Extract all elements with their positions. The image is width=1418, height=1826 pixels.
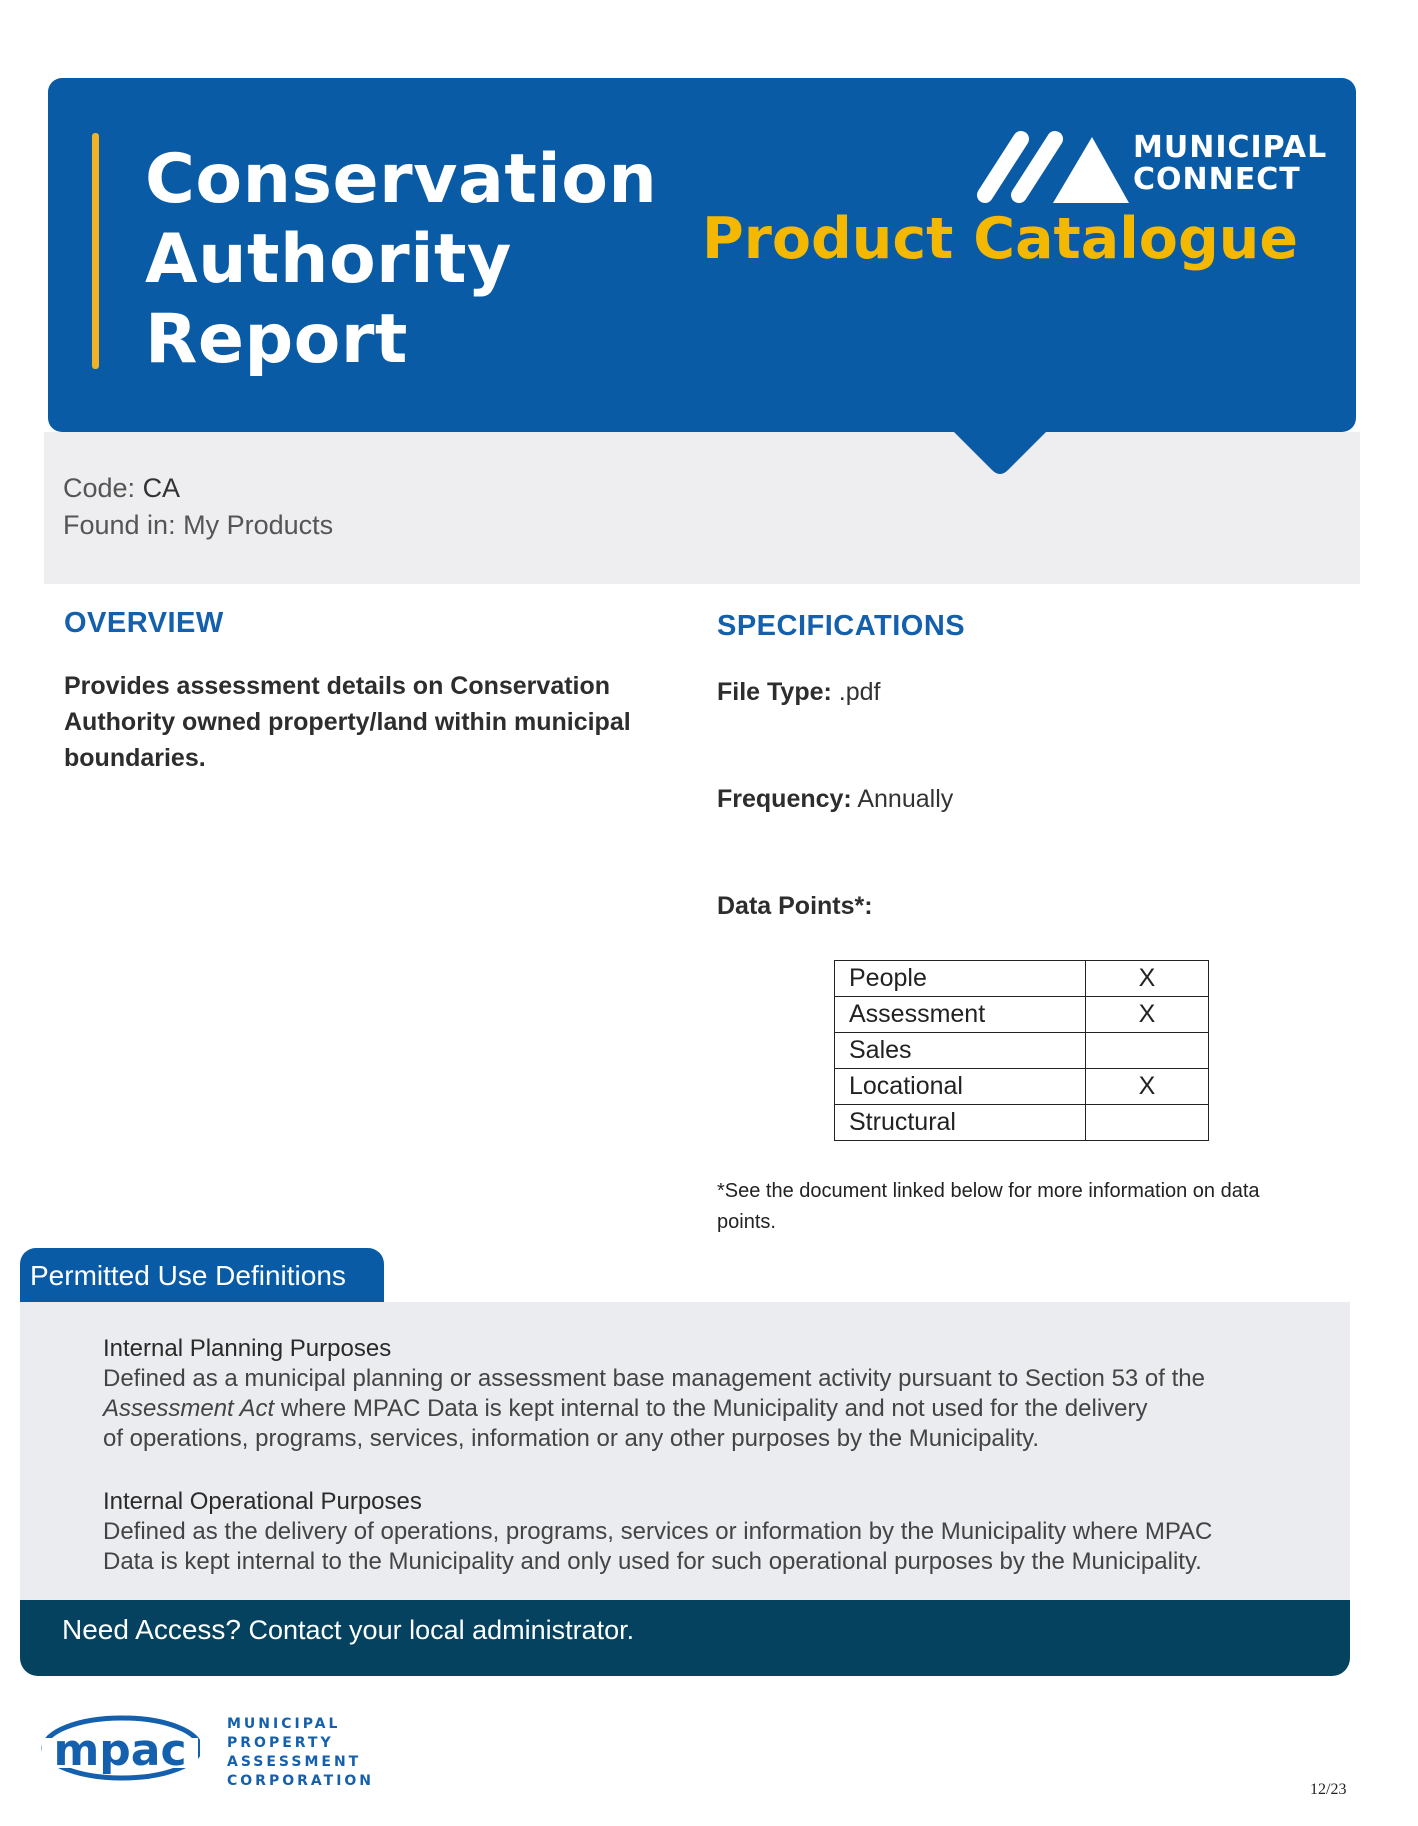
product-meta xyxy=(63,470,333,544)
internal-planning-definition xyxy=(103,1334,1303,1454)
title-line: Authority xyxy=(145,220,512,299)
table-row xyxy=(835,1033,1209,1069)
internal-operational-definition xyxy=(103,1487,1303,1577)
specifications-heading: SPECIFICATIONS xyxy=(717,610,966,642)
product-catalogue-title: Product Catalogue xyxy=(701,206,1298,272)
file-type-value: .pdf xyxy=(838,678,881,706)
file-type-label: File Type: xyxy=(717,678,832,706)
data-point-name: People xyxy=(835,961,1086,997)
definition-line: of operations, programs, services, information or any other purposes by the Municipality. xyxy=(103,1425,1039,1452)
table-row xyxy=(835,997,1209,1033)
need-access-bar xyxy=(20,1600,1350,1676)
mpac-organization-name xyxy=(227,1715,374,1791)
data-points-row xyxy=(717,892,873,921)
data-point-mark xyxy=(1086,1033,1209,1069)
data-points-table xyxy=(834,960,1209,1141)
found-in-row xyxy=(63,507,333,544)
frequency-row xyxy=(717,785,953,814)
page-number: 12/23 xyxy=(1310,1781,1347,1798)
table-row xyxy=(835,961,1209,997)
definition-line: Defined as the delivery of operations, programs, services or information by the Municipality where MPAC xyxy=(103,1518,1213,1545)
definition-line: Data is kept internal to the Municipality and only used for such operational purposes by the Municipality. xyxy=(103,1548,1202,1575)
data-point-name: Locational xyxy=(835,1069,1086,1105)
title-line: Report xyxy=(145,300,408,379)
org-line: ASSESSMENT xyxy=(227,1754,362,1770)
definition-text: where MPAC Data is kept internal to the Municipality and not used for the delivery xyxy=(274,1395,1148,1422)
data-point-mark: X xyxy=(1086,997,1209,1033)
data-point-name: Structural xyxy=(835,1105,1086,1141)
municipal-connect-logo-icon xyxy=(975,127,1130,207)
report-title xyxy=(145,140,657,380)
brand-name xyxy=(1133,132,1327,196)
definition-title: Internal Planning Purposes xyxy=(103,1335,392,1362)
title-line: Conservation xyxy=(145,140,658,219)
table-row xyxy=(835,1105,1209,1141)
brand-line-municipal: MUNICIPAL xyxy=(1133,130,1328,165)
permitted-use-tab: Permitted Use Definitions xyxy=(20,1248,384,1304)
overview-text: Provides assessment details on Conservation Authority owned property/land within municipal boundaries. xyxy=(64,672,631,772)
found-in-value: My Products xyxy=(183,510,334,540)
file-type-row xyxy=(717,678,881,707)
data-points-footnote: *See the document linked below for more information on data points. xyxy=(717,1180,1260,1233)
data-point-name: Assessment xyxy=(835,997,1086,1033)
header-notch-shape xyxy=(950,428,1050,500)
data-point-mark: X xyxy=(1086,1069,1209,1105)
need-access-label: Need Access? xyxy=(62,1614,241,1645)
frequency-label: Frequency: xyxy=(717,785,852,813)
org-line: CORPORATION xyxy=(227,1773,375,1789)
act-name: Assessment Act xyxy=(103,1395,275,1422)
accent-bar xyxy=(92,133,99,369)
definition-line: Defined as a municipal planning or assessment base management activity pursuant to Section 53 of the xyxy=(103,1365,1205,1392)
mpac-logo-text: mpac xyxy=(53,1725,187,1776)
code-row xyxy=(63,470,333,507)
table-row xyxy=(835,1069,1209,1105)
data-points-label: Data Points*: xyxy=(717,892,873,920)
data-point-name: Sales xyxy=(835,1033,1086,1069)
code-label: Code: xyxy=(63,473,143,503)
definition-title: Internal Operational Purposes xyxy=(103,1488,422,1515)
definition-line xyxy=(103,1394,1303,1424)
frequency-value: Annually xyxy=(857,785,954,813)
brand-line-connect: CONNECT xyxy=(1133,162,1301,197)
overview-heading: OVERVIEW xyxy=(64,607,224,639)
code-value: CA xyxy=(142,473,181,503)
data-point-mark: X xyxy=(1086,961,1209,997)
data-point-mark xyxy=(1086,1105,1209,1141)
found-in-label: Found in: xyxy=(63,510,184,540)
mpac-logo-icon xyxy=(40,1712,200,1788)
org-line: PROPERTY xyxy=(227,1735,334,1751)
org-line: MUNICIPAL xyxy=(227,1716,341,1732)
need-access-text: Contact your local administrator. xyxy=(241,1615,635,1645)
